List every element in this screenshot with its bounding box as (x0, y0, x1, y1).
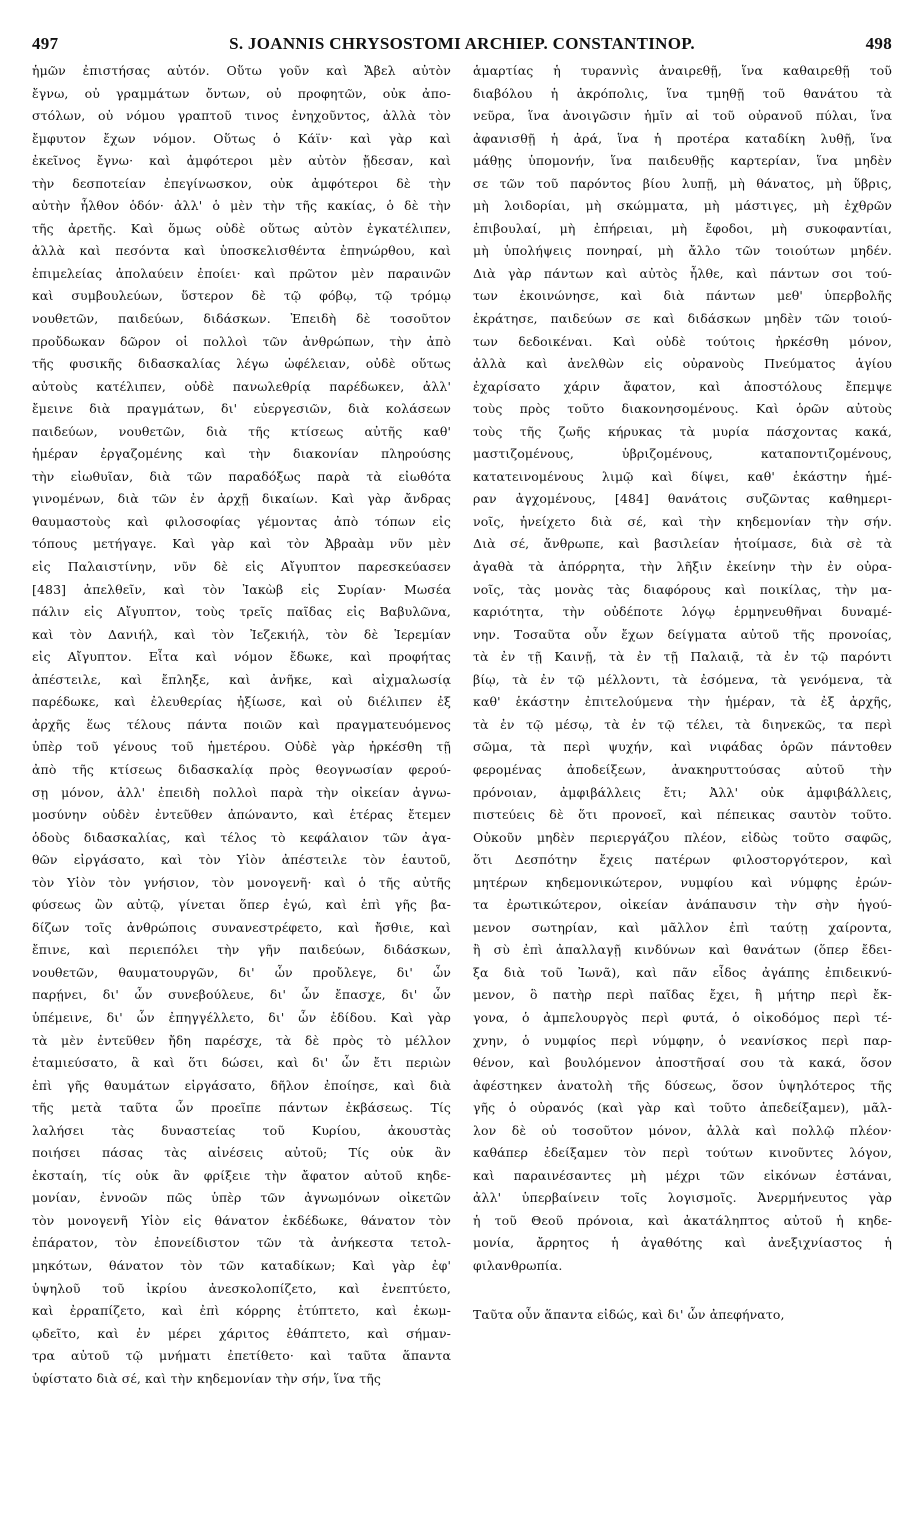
text-line: στόλων, οὐ νόμου γραπτοῦ τινος ἐνηχοῦντος, ἀλλὰ τὸν (32, 108, 451, 124)
text-line: τῆς ἀρετῆς. Καὶ ὅμως οὐδὲ οὕτως αὐτὸν ἐγκατέλιπεν, (32, 220, 451, 236)
text-line: μαστιζομένους, ὑβριζομένους, καταποντιζομένους, (473, 446, 892, 462)
text-line: ἀπὸ τῆς κτίσεως διδασκαλίᾳ πρὸς θεογνωσίαν φερού- (32, 761, 451, 777)
text-line: καὶ τὸν Δανιήλ, καὶ τὸν Ἰεζεκιήλ, τὸν δὲ Ἱερεμίαν (32, 626, 451, 642)
text-line: νοῖς, ἠνείχετο διὰ σέ, καὶ τὴν κηδεμονίαν τὴν σήν. (473, 513, 892, 529)
text-line: νοῖς, τὰς μονὰς τὰς διαφόρους καὶ ποικίλας, τὴν μα- (473, 581, 892, 597)
text-line: ἐπιβουλαί, μὴ ἐπήρειαι, μὴ ἔφοδοι, μὴ συκοφαντίαι, (473, 220, 892, 236)
text-line: ὑπὲρ τοῦ γένους τοῦ ἡμετέρου. Οὐδὲ γὰρ ἠρκέσθη τῇ (32, 739, 451, 755)
text-line: μὴ λοιδορίαι, μὴ σκώμματα, μὴ μάστιγες, μὴ ἐχθρῶν (473, 198, 892, 214)
text-line: ἐκράτησε, παιδεύων σε καὶ διδάσκων μηδὲν τῶν τοιού- (473, 311, 892, 327)
text-line: ἀλλὰ καὶ πεσόντα καὶ ὑποσκελισθέντα ἐπηνώρθου, καὶ (32, 243, 451, 259)
text-line: ἀλλ' ὑπερβαίνειν τοῖς λογισμοῖς. Ἀνερμήνευτος γὰρ (473, 1190, 892, 1206)
text-line: καὶ συμβουλεύων, ὕστερον δὲ τῷ φόβῳ, τῷ τρόμῳ (32, 288, 451, 304)
text-line: μηκότων, θάνατον τὸν τῶν καταδίκων; Καὶ γὰρ ἐφ' (32, 1257, 451, 1273)
text-line: καθ' ἑκάστην ἐπιτελούμενα τὴν ἡμέραν, τὰ ἐξ ἀρχῆς, (473, 694, 892, 710)
text-line: ὁδοὺς διδασκαλίας, καὶ τέλος τὸ κεφάλαιον τῶν ἀγα- (32, 829, 451, 845)
text-line: καὶ ἐρραπίζετο, καὶ ἐπὶ κόρρης ἐτύπτετο, καὶ ἐκωμ- (32, 1303, 451, 1319)
text-line: καριότητα, τὴν οὐδέποτε λόγῳ ἑρμηνευθῆναι δυναμέ- (473, 604, 892, 620)
text-line: μάθῃς ὑπομονήν, ἵνα παιδευθῇς καρτερίαν, ἵνα μηδὲν (473, 153, 892, 169)
text-line: λαλήσει τὰς δυναστείας τοῦ Κυρίου, ἀκουστὰς (32, 1122, 451, 1138)
text-line: κατατεινομένους λιμῷ καὶ δίψει, καθ' ἑκάστην ἡμέ- (473, 468, 892, 484)
text-line: μονίαν, ἐννοῶν πῶς ὑπὲρ τῶν ἀγνωμόνων οἰκετῶν (32, 1190, 451, 1206)
text-line: ἔπινε, καὶ περιεπόλει τὴν γῆν παιδεύων, διδάσκων, (32, 942, 451, 958)
text-line: δίζων τοῖς ἀνθρώποις συνανεστρέφετο, καὶ ἤσθιε, καὶ (32, 919, 451, 935)
text-line: τρα αὐτοῦ τῷ μνήματι ἐπετίθετο· καὶ ταῦτα ἅπαντα (32, 1348, 451, 1364)
text-line: ἀλλὰ καὶ ἀνελθὼν εἰς οὐρανοὺς Πνεύματος ἁγίου (473, 356, 892, 372)
text-line: αὐτοὺς κατέλιπεν, οὐδὲ πανωλεθρίᾳ παρέδωκεν, ἀλλ' (32, 378, 451, 394)
text-line: χνην, ὁ νυμφίος περὶ νύμφην, ὁ νεανίσκος περὶ παρ- (473, 1032, 892, 1048)
running-title: S. JOANNIS CHRYSOSTOMI ARCHIEP. CONSTANTINOP. (229, 34, 695, 53)
running-header (32, 34, 892, 54)
text-line: τὰ ἐν τῇ Καινῇ, τὰ ἐν τῇ Παλαιᾷ, τὰ ἐν τῷ παρόντι (473, 649, 892, 665)
text-line: φερομένας ἀποδείξεων, ἀνακηρυττούσας αὐτοῦ τὴν (473, 761, 892, 777)
text-line: ὑπέμεινε, δι' ὧν ἐπηγγέλλετο, δι' ὧν ἐδίδου. Καὶ γὰρ (32, 1009, 451, 1025)
text-line: ραν ἀγχομένους, [484] θανάτοις συζῶντας καθημερι- (473, 491, 892, 507)
text-line: θαυμαστοὺς καὶ φιλοσοφίας γέμοντας ἀπὸ τόπων εἰς (32, 513, 451, 529)
text-line: ἀγαθὰ τὰ ἀπόρρητα, τὴν λῆξιν ἐκείνην τὴν ἐν οὐρα- (473, 559, 892, 575)
text-line: λον δὲ οὐ τοσοῦτον μόνον, ἀλλὰ καὶ πολλῷ πλέον· (473, 1122, 892, 1138)
text-line: των δεδοικέναι. Καὶ οὐδὲ τούτοις ἠρκέσθη μόνον, (473, 333, 892, 349)
text-line: διαβόλου ἡ ἀκρόπολις, ἵνα τμηθῇ τοῦ θανάτου τὰ (473, 85, 892, 101)
text-line: Ταῦτα οὖν ἅπαντα εἰδώς, καὶ δι' ὧν ἀπεφήνατο, (473, 1306, 785, 1322)
right-column (473, 60, 892, 1390)
text-line: τὴν εἰωθυῖαν, διὰ τῶν παραδόξως παρὰ τὰ εἰωθότα (32, 468, 451, 484)
text-line: ἀφέστηκεν ἀνατολὴ τῆς δύσεως, ὅσον ὑψηλότερος τῆς (473, 1077, 892, 1093)
text-line: θένον, καὶ βουλόμενον ἀποστῆσαί σου τὰ κακά, ὅσον (473, 1055, 892, 1071)
text-columns (32, 60, 892, 1390)
page-number-right: 498 (865, 34, 892, 53)
text-line: προὔδωκαν δῶρον οἱ πολλοὶ τῶν ἀνθρώπων, τὴν ἀπὸ (32, 333, 451, 349)
text-line: νην. Τοσαῦτα οὖν ἔχων δείγματα αὐτοῦ τῆς προνοίας, (473, 626, 892, 642)
text-line: αὐτὴν ἦλθον ὁδόν· ἀλλ' ὁ μὲν τὴν τῆς κακίας, ὁ δὲ τὴν (32, 198, 451, 214)
text-line: τῆς μετὰ ταῦτα ὧν προεῖπε πάντων ἐκβάσεως. Τίς (32, 1100, 451, 1116)
text-line: ἐπὶ γῆς θαυμάτων εἰργάσατο, δῆλον ἐποίησε, καὶ διὰ (32, 1077, 451, 1093)
text-line: ἐκσταίη, τίς οὐκ ἂν φρίξειε τὴν ἄφατον αὐτοῦ κηδε- (32, 1167, 451, 1183)
text-line: πιστεύεις δὲ ὅτι προνοεῖ, καὶ πέπεικας σαυτὸν τοῦτο. (473, 807, 892, 823)
text-line: γινομένων, διὰ τῶν ἐν ἀρχῇ δικαίων. Καὶ γὰρ ἄνδρας (32, 491, 451, 507)
text-line: ῳδεῖτο, καὶ ἐν μέρει χάριτος ἐθάπτετο, καὶ σήμαν- (32, 1325, 451, 1341)
page-number-left: 497 (32, 34, 59, 53)
text-line: φύσεως ὢν αὐτῷ, γίνεται ὅπερ ἐγώ, καὶ ἐπὶ γῆς βα- (32, 897, 451, 913)
text-line: πάλιν εἰς Αἴγυπτον, τοὺς τρεῖς παῖδας εἰς Βαβυλῶνα, (32, 604, 451, 620)
text-line: τὰ ἐν τῷ μέσῳ, τὰ ἐν τῷ τέλει, τὰ διηνεκῶς, τα περὶ (473, 716, 892, 732)
text-line: σῃ μόνον, ἀλλ' ἐπειδὴ πολλοὶ παρὰ τὴν οἰκείαν ἀγνω- (32, 784, 451, 800)
text-line: καθάπερ ἐδείξαμεν τὸν περὶ τούτων κινοῦντες λόγον, (473, 1145, 892, 1161)
text-line: εἰς Παλαιστίνην, νῦν δὲ εἰς Αἴγυπτον παρεσκεύασεν (32, 559, 451, 575)
text-line: Διὰ σέ, ἄνθρωπε, καὶ βασιλείαν ἡτοίμασε, διὰ σὲ τὰ (473, 536, 892, 552)
text-line: νουθετῶν, θαυματουργῶν, δι' ὧν προὔλεγε, δι' ὧν (32, 964, 451, 980)
left-column (32, 60, 451, 1390)
text-line: ποιήσει πάσας τὰς αἰνέσεις αὐτοῦ; Τίς οὐκ ἂν (32, 1145, 451, 1161)
text-line: τοὺς πρὸς τοῦτο διακονησομένους. Καὶ ὁρῶν αὐτοὺς (473, 401, 892, 417)
text-line: ἐπιμελείας ἀπολαύειν ἐποίει· καὶ πρῶτον μὲν παραινῶν (32, 265, 451, 281)
text-line: Οὐκοῦν μηδὲν περιεργάζου πλέον, εἰδὼς τοῦτο σαφῶς, (473, 829, 892, 845)
text-line: σῶμα, τὰ περὶ ψυχήν, καὶ νιφάδας ὁρῶν πάντοθεν (473, 739, 892, 755)
text-line: ἀφανισθῇ ἡ ἀρά, ἵνα ἡ προτέρα καταδίκη λυθῇ, ἵνα (473, 130, 892, 146)
text-line: μοσύνην οὐδὲν ἐντεῦθεν ἀπώναντο, καὶ ἑτέρας ἔτεμεν (32, 807, 451, 823)
text-line: ἐκεῖνος ἔγνω· καὶ ἀμφότεροι μὲν αὐτὸν ᾔδεσαν, καὶ (32, 153, 451, 169)
text-line: καὶ παραινέσαντες μὴ μέχρι τῶν εἰκόνων ἑστάναι, (473, 1167, 892, 1183)
paragraph-gap (473, 1278, 892, 1304)
text-line: ὑφίστατο διὰ σέ, καὶ τὴν κηδεμονίαν τὴν σήν, ἵνα τῆς (32, 1370, 381, 1386)
text-line: Διὰ γὰρ πάντων καὶ αὐτὸς ἦλθε, καὶ πάντων σοι τού- (473, 265, 892, 281)
text-line: τὴν δεσποτείαν ἐπεγίνωσκον, οὐκ ἀμφότεροι δὲ τὴν (32, 175, 451, 191)
text-line: μὴ ὑπολήψεις πονηραί, μὴ ἄλλο τῶν τοιούτων μηδέν. (473, 243, 892, 259)
text-line: μενον, ὃ πατὴρ περὶ παῖδας ἔχει, ἢ μήτηρ περὶ ἔκ- (473, 987, 892, 1003)
text-line: παρέδωκε, καὶ ἐλευθερίας ἠξίωσε, καὶ οὐ διέλιπεν ἐξ (32, 694, 451, 710)
text-line: παρῄνει, δι' ὧν συνεβούλευε, δι' ὧν ἔπασχε, δι' ὧν (32, 987, 451, 1003)
text-line: ὅτι Δεσπότην ἔχεις πατέρων φιλοστοργότερον, καὶ (473, 852, 892, 868)
text-line: τοὺς τῆς ζωῆς κήρυκας τὰ μυρία πάσχοντας κακά, (473, 423, 892, 439)
text-line: φιλανθρωπία. (473, 1257, 563, 1273)
text-line: ἢ σὺ ἐπὶ ἀπαλλαγῇ κινδύνων καὶ θανάτων (ὅπερ ἔδει- (473, 942, 892, 958)
text-line: μενον σωτηρίαν, καὶ μᾶλλον ἐπὶ ταύτῃ χαίροντα, (473, 919, 892, 935)
text-line: τὸν Υἱὸν τὸν γνήσιον, τὸν μονογενῆ· καὶ ὁ τῆς αὐτῆς (32, 874, 451, 890)
text-line: ἐπάρατον, τὸν ἐπονείδιστον τῶν τὰ ἀνήκεστα τετολ- (32, 1235, 451, 1251)
text-line: παιδεύων, νουθετῶν, διὰ τῆς κτίσεως αὐτῆς καθ' (32, 423, 451, 439)
text-line: ἁμαρτίας ἡ τυραννὶς ἀναιρεθῇ, ἵνα καθαιρεθῇ τοῦ (473, 63, 892, 78)
text-line: ἔμφυτον ἔχων νόμον. Οὕτως ὁ Κάϊν· καὶ γὰρ καὶ (32, 130, 451, 146)
text-line: βίῳ, τὰ ἐν τῷ μέλλοντι, τὰ ἐσόμενα, τὰ γενόμενα, τὰ (473, 671, 892, 687)
text-line: πρόνοιαν, ἀμφιβάλλεις ἔτι; Ἀλλ' οὐκ ἀμφιβάλλεις, (473, 784, 892, 800)
text-line: γονα, ὁ ἀμπελουργὸς περὶ φυτά, ὁ οἰκοδόμος περὶ τέ- (473, 1009, 892, 1025)
text-line: ἡμῶν ἐπιστήσας αὐτόν. Οὕτω γοῦν καὶ Ἄβελ αὐτὸν (32, 63, 451, 78)
text-line: μητέρων κηδεμονικώτερον, νυμφίου καὶ νύμφης ἐρών- (473, 874, 892, 890)
text-line: ἡ τοῦ Θεοῦ πρόνοια, καὶ ἀκατάληπτος αὐτοῦ ἡ κηδε- (473, 1212, 892, 1228)
text-line: ὑψηλοῦ τοῦ ἰκρίου ἀνεσκολοπίζετο, καὶ ἐνεπτύετο, (32, 1280, 451, 1296)
text-line: των ἐκοινώνησε, καὶ διὰ πάντων μεθ' ὑπερβολῆς (473, 288, 892, 304)
text-line: θῶν εἰργάσατο, καὶ τὸν Υἱὸν ἀπέστειλε τὸν ἑαυτοῦ, (32, 852, 451, 868)
text-line: [483] ἀπελθεῖν, καὶ τὸν Ἰακὼβ εἰς Συρίαν· Μωσέα (32, 581, 451, 597)
text-line: τὸν μονογενῆ Υἱὸν εἰς θάνατον ἐκδέδωκε, θάνατον τὸν (32, 1212, 451, 1228)
text-line: ἐταμιεύσατο, ἃ καὶ ὅτι δώσει, καὶ δι' ὧν ἔτι περιὼν (32, 1055, 451, 1071)
text-line: ἡμέραν ἐργαζομένης καὶ τὴν διακονίαν πληρούσης (32, 446, 451, 462)
text-line: ἀρχῆς ἕως τέλους πάντα ποιῶν καὶ πραγματευόμενος (32, 716, 451, 732)
text-line: μονία, ἄρρητος ἡ ἀγαθότης καὶ ἀνεξιχνίαστος ἡ (473, 1235, 892, 1251)
text-line: νουθετῶν, παιδεύων, διδάσκων. Ἐπειδὴ δὲ τοσοῦτον (32, 311, 451, 327)
text-line: τα ἐρωτικώτερον, οἰκείαν ἀνάπαυσιν τὴν σὴν ἡγού- (473, 897, 892, 913)
text-line: ἔγνω, οὐ γραμμάτων ὄντων, οὐ προφητῶν, οὐκ ἀπο- (32, 85, 451, 101)
text-line: τῆς φυσικῆς διδασκαλίας λέγω ὠφέλειαν, οὐδὲ οὕτως (32, 356, 451, 372)
text-line: ἀπέστειλε, καὶ ἔπληξε, καὶ ἀνῆκε, καὶ αἰχμαλωσίᾳ (32, 671, 451, 687)
text-line: ἐχαρίσατο χάριν ἄφατον, καὶ ἀποστόλους ἔπεμψε (473, 378, 892, 394)
text-line: ἔμεινε διὰ πραγμάτων, δι' εὐεργεσιῶν, διὰ κολάσεων (32, 401, 451, 417)
text-line: τὰ μὲν ἐντεῦθεν ἤδη παρέσχε, τὰ δὲ πρὸς τὸ μέλλον (32, 1032, 451, 1048)
text-line: νεῦρα, ἵνα ἀνοιγῶσιν ἡμῖν αἱ τοῦ οὐρανοῦ πύλαι, ἵνα (473, 108, 892, 124)
text-line: εἰς Αἴγυπτον. Εἶτα καὶ νόμον ἔδωκε, καὶ προφήτας (32, 649, 451, 665)
text-line: σε τῶν τοῦ παρόντος βίου λυπῇ, μὴ θάνατος, μὴ ὕβρις, (473, 175, 892, 191)
text-line: γῆς ὁ οὐρανός (καὶ γὰρ καὶ τοῦτο ἀπεδείξαμεν), μᾶλ- (473, 1100, 892, 1116)
text-line: ξα διὰ τοῦ Ἰωνᾶ), καὶ πᾶν εἶδος ἀγάπης ἐπιδεικνύ- (473, 964, 892, 980)
text-line: τόπους μετήγαγε. Καὶ γὰρ καὶ τὸν Ἀβραὰμ νῦν μὲν (32, 536, 451, 552)
